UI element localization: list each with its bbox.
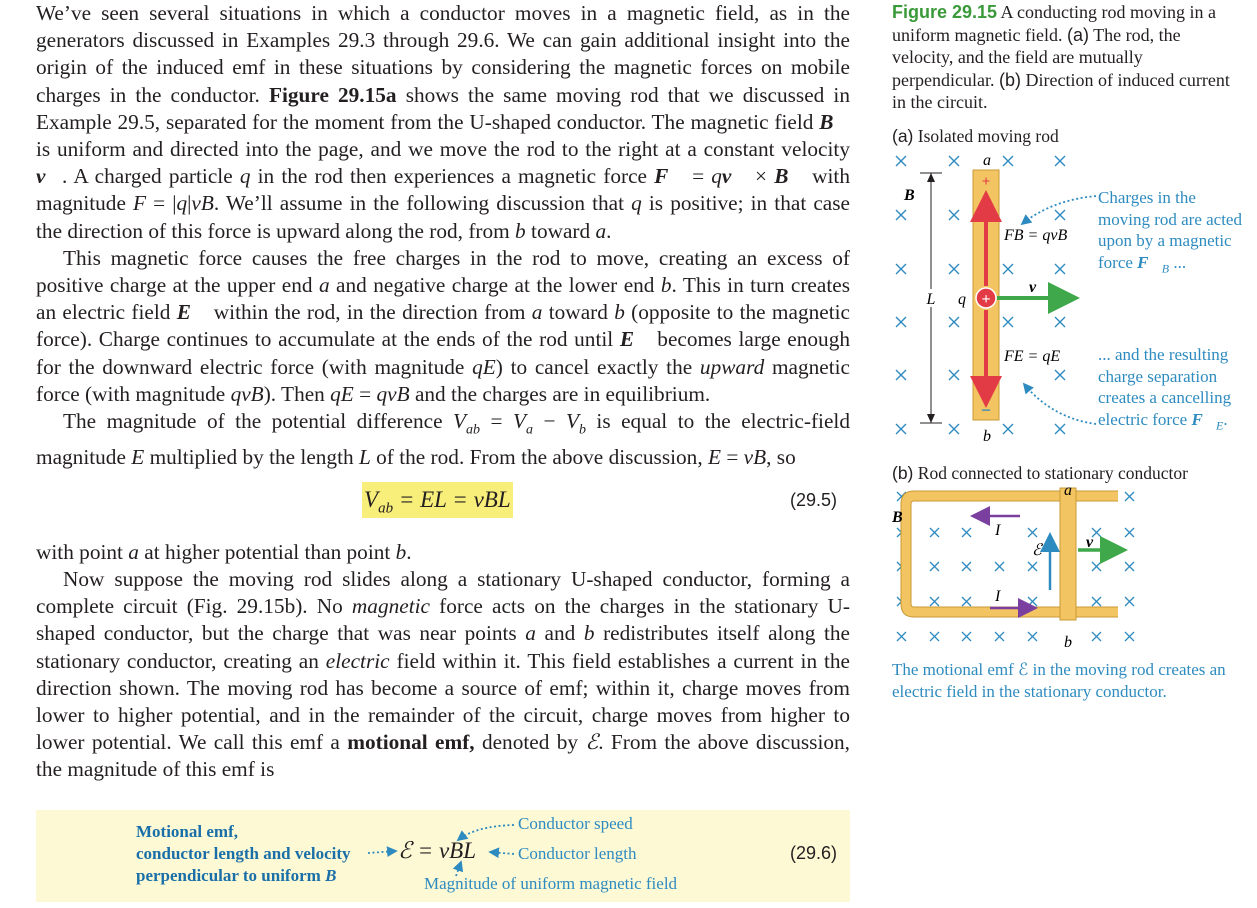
label-B-field: B xyxy=(904,187,915,204)
equation-29-6: ℰ = vBL xyxy=(398,838,477,863)
note-a2: ... and the resulting charge separation creates a cancelling electric force $F⃗_E$. xyxy=(1098,345,1232,432)
label-a-b: a xyxy=(1064,482,1072,499)
equation-29-5: $V_{ab}$ = EL = vBL xyxy=(362,482,513,518)
eq-label-line-1: Motional emf, xyxy=(136,822,238,841)
label-b-bottom: b xyxy=(983,428,991,445)
label-q: q xyxy=(958,291,966,308)
label-FB: FB = qvB xyxy=(1004,227,1068,244)
note-b: The motional emf ℰ in the moving rod creates an electric field in the stationary conductor. xyxy=(892,660,1226,701)
paragraph-4: with point a at higher potential than point b. xyxy=(36,540,412,564)
label-I-top: I xyxy=(995,522,1001,539)
annotation-conductor-length: Conductor length xyxy=(518,844,637,863)
label-L: L xyxy=(926,291,936,308)
part-a-title: (a) Isolated moving rod xyxy=(892,126,1059,146)
sliding-rod xyxy=(1060,488,1076,620)
paragraph-1: We’ve seen several situations in which a conductor moves in a magnetic field, as in the generators discussed in Examples 29.3 through 29.6. We can gain additional insight into the origin of the induced emf in these situations by considering the magnetic forces on mobile charges in the conductor. Figure 29.15a shows the same moving rod that we discussed in Example 29.5, separated for the moment from the U-shaped conductor. The magnetic field B⃗ is uniform and directed into the page, and we move the rod to the right at a constant velocity v⃗. A charged particle q in the rod then experiences a magnetic force F⃗ = qv⃗ × B⃗ with magnitude F = |q|vB. We’ll assume in the following discussion that q is positive; in that case the direction of this force is upward along the rod, from b toward a. This magnetic force causes the free charges in the rod to move, creating an excess of positive charge at the upper end a and negative charge at the lower end b. This in turn creates an electric field E⃗ within the rod, in the direction from a toward b (opposite to the magnetic force). Charge continues to accumulate at the ends of the rod until E⃗ becomes large enough for the downward electric force (with magnitude qE) to cancel exactly the upward magnetic force (with magnitude qvB). Then qE = qvB and the charges are in equilibrium. The magnitude of the potential difference $V_{ab} = V_a - V_b$ is equal to the electric-field magnitude E multiplied by the length L of the rod. From the above discussion, E = vB, so xyxy=(36,1,850,469)
note-a1: Charges in the moving rod are acted upon by a magnetic force $F⃗_B$ ... xyxy=(1098,188,1242,275)
field-crosses-b xyxy=(897,492,1134,641)
svg-text:−: − xyxy=(980,400,992,420)
eq-label-line-3: perpendicular to uniform B⃗ xyxy=(136,866,350,885)
paragraph-5: Now suppose the moving rod slides along a stationary U-shaped conductor, forming a complete circuit (Fig. 29.15b). No magnetic force acts on the charges in the stationary U-shaped conductor, but the charge that was near points a and b redistributes itself along the stationary conductor, creating an electric field within it. This field establishes a current in the direction shown. The moving rod has become a source of emf; within it, charge moves from lower to higher potential, and in the remainder of the circuit, charge moves from higher to lower potential. We call this emf a motional emf, denoted by ℰ. From the above discussion, the magnitude of this emf is xyxy=(36,567,851,782)
label-B-b: B xyxy=(892,509,903,526)
part-b-title: (b) Rod connected to stationary conductor xyxy=(892,463,1188,483)
equation-number-29-6: (29.6) xyxy=(790,843,838,863)
equation-29-6-box xyxy=(36,810,850,902)
figure-b-diagram xyxy=(892,480,1252,650)
label-I-bottom: I xyxy=(995,588,1001,605)
svg-text:+: + xyxy=(981,174,991,190)
label-b-b: b xyxy=(1064,634,1072,650)
label-v-a: v xyxy=(1029,279,1037,296)
stationary-u-conductor xyxy=(906,496,1118,612)
label-FE: FE = qE xyxy=(1004,348,1061,365)
equation-number-29-5: (29.5) xyxy=(790,490,838,510)
svg-text:+: + xyxy=(981,291,991,308)
figure-label: Figure 29.15 xyxy=(892,2,998,22)
figure-caption: Figure 29.15 A conducting rod moving in a uniform magnetic field. (a) The rod, the velocity, and the field are mutually perpendicular. (b) Direction of induced current in the circuit. xyxy=(892,2,1230,112)
annotation-conductor-speed: Conductor speed xyxy=(518,814,633,833)
label-v-b: v xyxy=(1086,534,1094,551)
eq-label-line-2: conductor length and velocity xyxy=(136,844,351,863)
label-a-top: a xyxy=(983,152,991,169)
label-emf: ℰ xyxy=(1032,542,1042,559)
annotation-field-magnitude: Magnitude of uniform magnetic field xyxy=(424,874,678,893)
